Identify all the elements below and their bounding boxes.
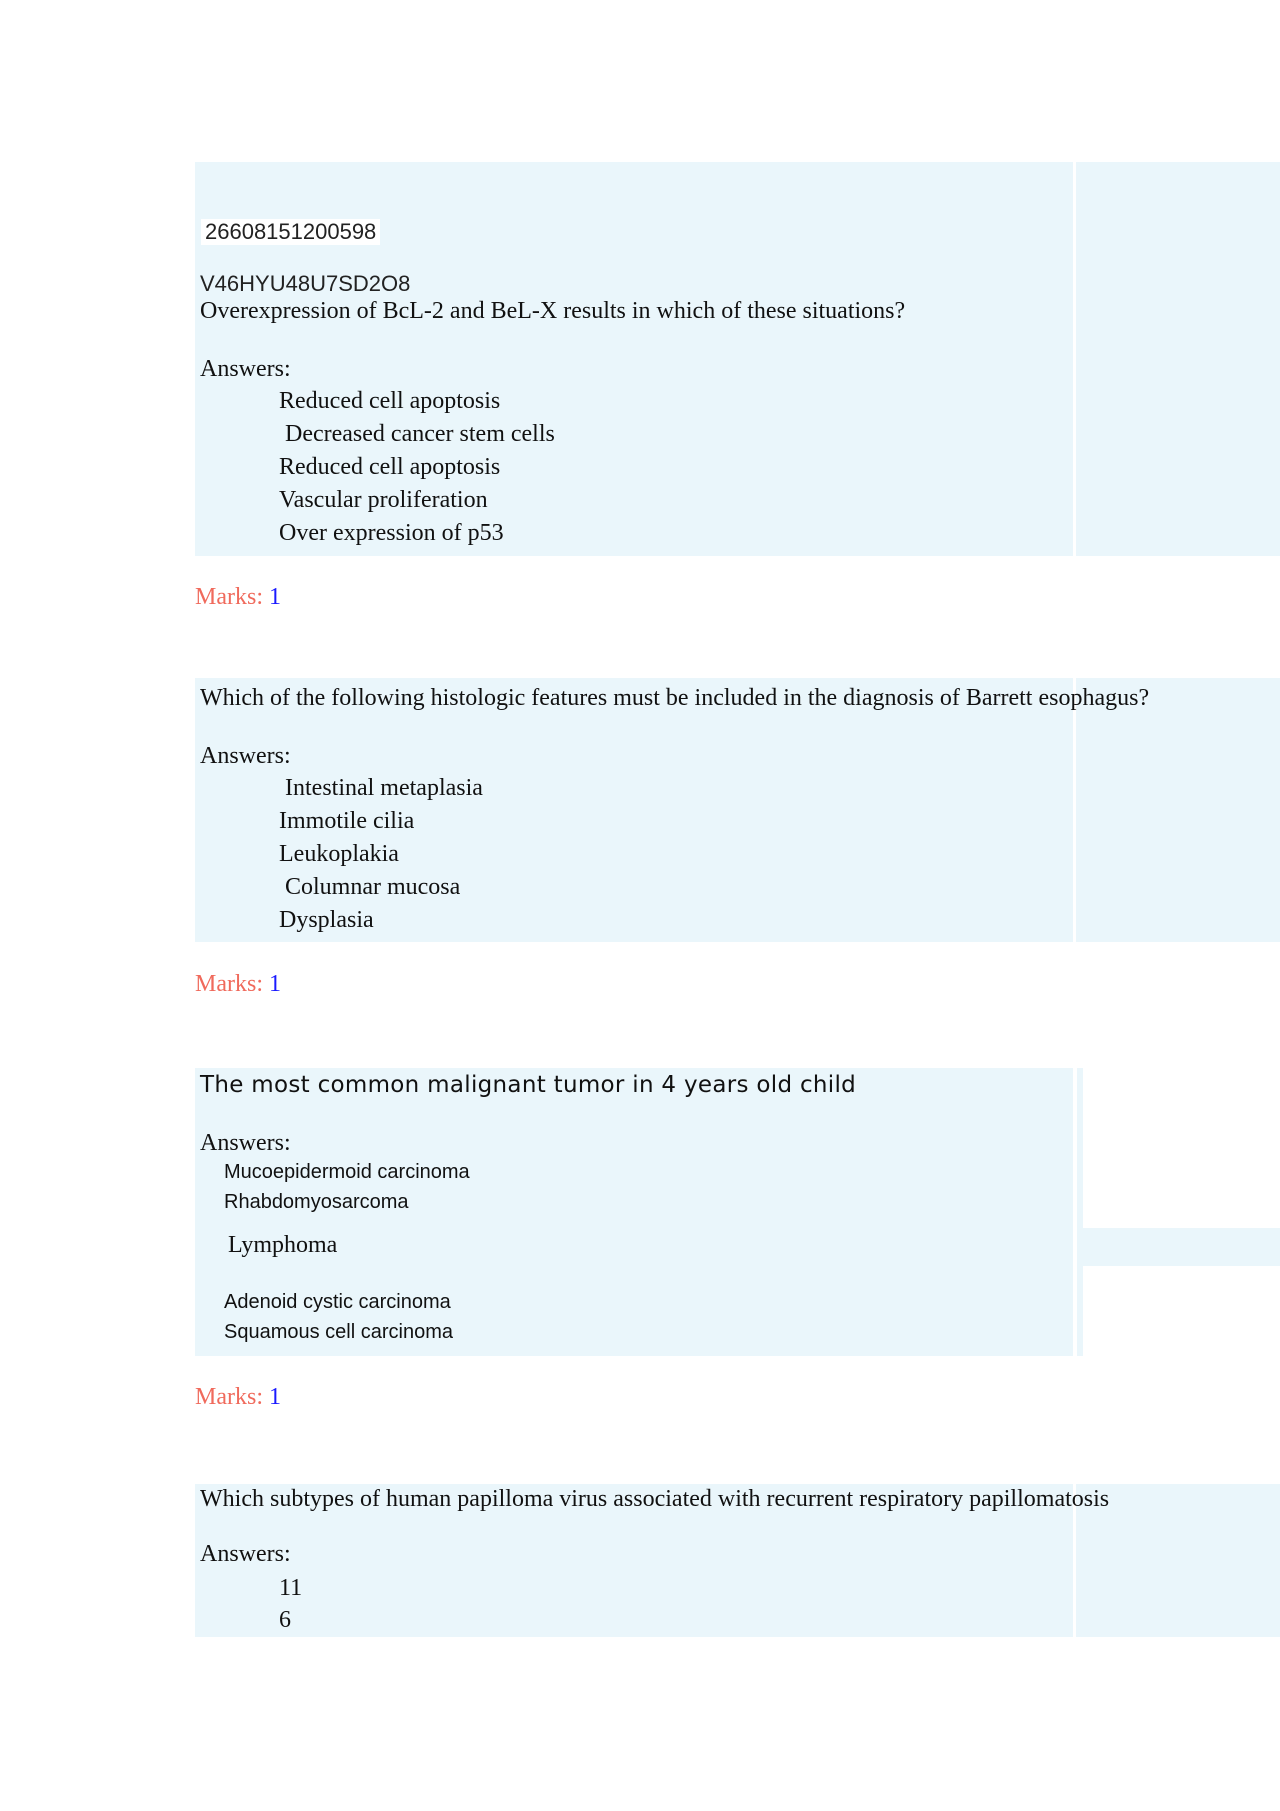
question-3-answers-label: Answers: — [200, 1130, 291, 1156]
question-2-text: Which of the following histologic features must be included in the diagnosis of Barrett esophagus? — [200, 685, 1150, 711]
question-2-marks — [195, 971, 281, 998]
question-2-answer-3: Leukoplakia — [279, 841, 399, 867]
marks-value: 1 — [269, 584, 281, 610]
question-3-marks — [195, 1384, 281, 1411]
marks-value: 1 — [269, 1384, 281, 1410]
question-1-marks — [195, 584, 281, 611]
question-3-answer-5: Squamous cell carcinoma — [224, 1321, 453, 1343]
marks-label: Marks: — [195, 971, 263, 997]
question-4-answers-label: Answers: — [200, 1541, 291, 1567]
question-3-answer-4: Adenoid cystic carcinoma — [224, 1291, 451, 1313]
column-divider — [1073, 1068, 1077, 1356]
question-3-answer-3: Lymphoma — [228, 1232, 338, 1258]
question-3-text: The most common malignant tumor in 4 years old child — [200, 1072, 857, 1098]
question-1-id-code: 26608151200598 — [201, 219, 380, 245]
question-4-text: Which subtypes of human papilloma virus associated with recurrent respiratory papillomatosis — [200, 1486, 1110, 1512]
question-1-answers-label: Answers: — [200, 356, 291, 382]
question-1-key-code: V46HYU48U7SD2O8 — [200, 271, 411, 296]
question-1-text: Overexpression of BcL-2 and BeL-X results in which of these situations? — [200, 298, 906, 324]
question-1-answer-2: Decreased cancer stem cells — [279, 421, 555, 447]
question-1-answer-3: Reduced cell apoptosis — [279, 454, 501, 480]
question-1-answer-4: Vascular proliferation — [279, 487, 488, 513]
question-4-answer-2: 6 — [279, 1607, 291, 1633]
question-3-side-strip — [1083, 1228, 1280, 1266]
question-2-answer-5: Dysplasia — [279, 907, 374, 933]
column-divider — [1073, 162, 1076, 556]
question-3-answer-2: Rhabdomyosarcoma — [224, 1191, 409, 1213]
question-2-answer-1: Intestinal metaplasia — [279, 775, 483, 801]
question-2-answer-4: Columnar mucosa — [279, 874, 461, 900]
question-4-answer-1: 11 — [279, 1575, 303, 1601]
marks-label: Marks: — [195, 584, 263, 610]
marks-value: 1 — [269, 971, 281, 997]
question-2-answers-label: Answers: — [200, 743, 291, 769]
question-3-answer-1: Mucoepidermoid carcinoma — [224, 1161, 470, 1183]
question-1-answer-1: Reduced cell apoptosis — [279, 388, 501, 414]
question-2-answer-2: Immotile cilia — [279, 808, 415, 834]
marks-label: Marks: — [195, 1384, 263, 1410]
column-divider — [1073, 678, 1076, 942]
question-1-answer-5: Over expression of p53 — [279, 520, 504, 546]
